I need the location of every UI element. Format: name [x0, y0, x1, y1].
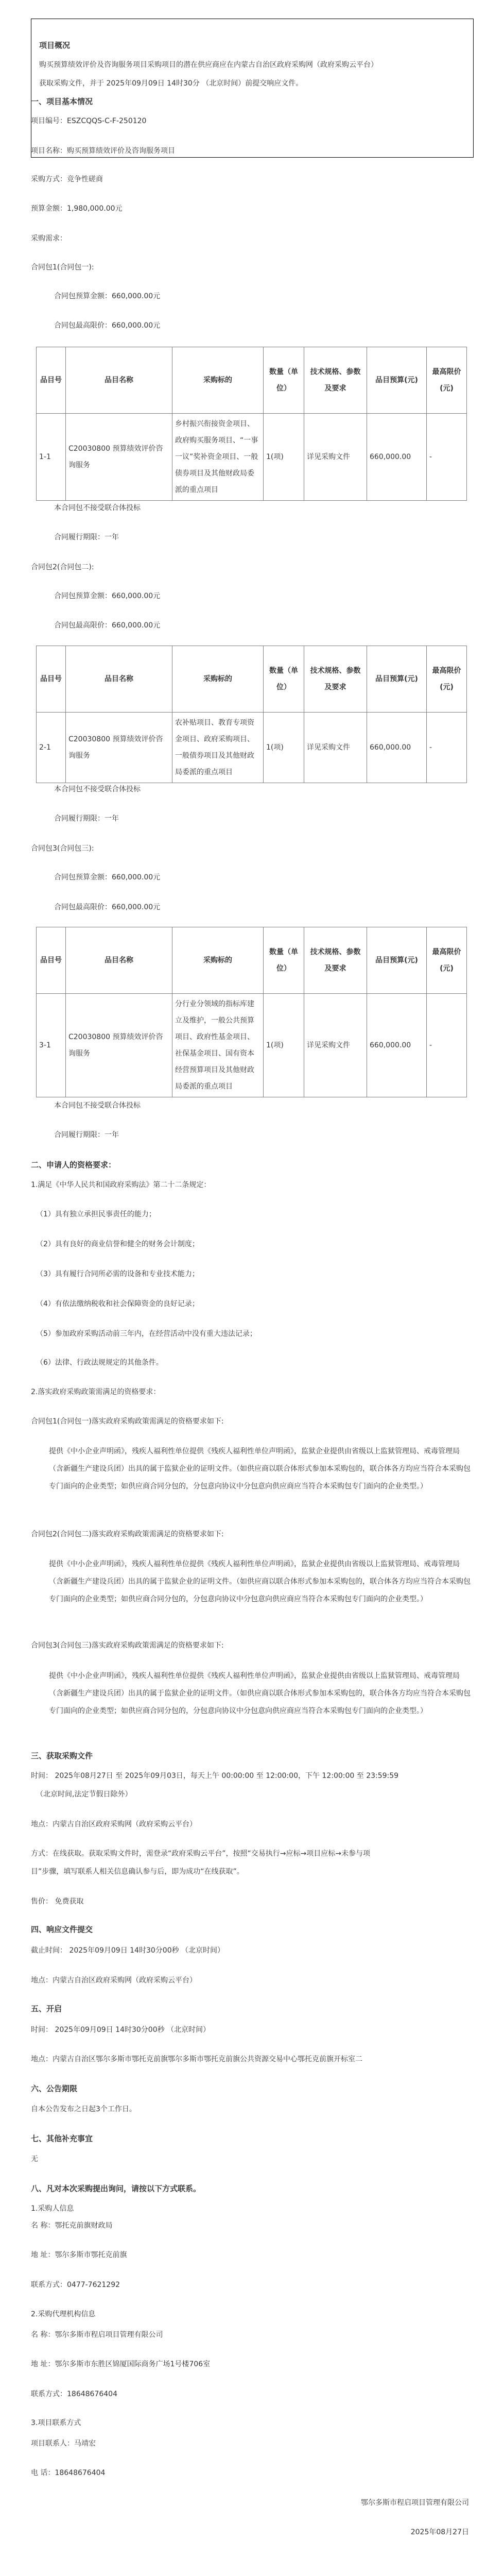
package-2-items-table	[36, 646, 467, 783]
purchaser-contact: 联系方式：0477-7621292	[31, 2281, 120, 2289]
submission-deadline: 截止时间： 2025年09月09日 14时30分00秒 （北京时间）	[31, 1946, 225, 1955]
package-1-title: 合同包1(合同包一):	[31, 263, 94, 272]
package-1-max-price: 合同包最高限价：660,000.00元	[54, 321, 161, 330]
package-2-consortium: 本合同包不接受联合体投标	[54, 785, 141, 793]
header-item-no: 品目号	[37, 646, 66, 713]
header-subject: 采购标的	[172, 927, 264, 994]
package-3-period: 合同履行期限：一年	[54, 1131, 119, 1139]
cell-subject: 乡村振兴衔接资金项目、政府购买服务项目、“一事一议”奖补资金项目、一般债券项目及其他财政局委派的重点项目	[172, 414, 264, 501]
section-3-heading: 三、获取采购文件	[31, 1751, 93, 1760]
package-2-max-price: 合同包最高限价：660,000.00元	[54, 621, 161, 630]
cell-item-name: C20030800 预算绩效评价咨询服务	[66, 994, 172, 1097]
table-header-row	[37, 927, 467, 994]
cell-max-price: -	[427, 414, 467, 501]
cell-spec: 详见采购文件	[304, 994, 367, 1097]
header-max-price: 最高限价(元)	[427, 646, 467, 713]
project-overview-box	[31, 19, 474, 158]
condition-2: （2）具有良好的商业信誉和健全的财务会计制度；	[36, 1240, 199, 1248]
cell-subject: 分行业分领域的指标库建立及维护，一般公共预算项目、政府性基金项目、社保基金项目、国有资本经营预算项目及其他财政局委派的重点项目	[172, 994, 264, 1097]
table-row	[37, 713, 467, 783]
signing-date: 2025年08月27日	[410, 2528, 469, 2536]
package-3-consortium: 本合同包不接受联合体投标	[54, 1101, 141, 1110]
section-6-heading: 六、公告期限	[31, 2084, 78, 2093]
project-name: 项目名称：购买预算绩效评价及咨询服务项目	[31, 147, 175, 155]
package-3-items-table	[36, 927, 467, 1097]
overview-title: 项目概况	[39, 41, 71, 50]
procurement-demand-label: 采购需求：	[31, 234, 67, 243]
cell-item-no: 3-1	[37, 994, 66, 1097]
cell-spec: 详见采购文件	[304, 713, 367, 783]
signing-organization: 鄂尔多斯市程启项目管理有限公司	[361, 2499, 469, 2507]
acquire-method-line-1: 方式：在线获取。获取采购文件时，需登录“政府采购云平台”，按照“交易执行→应标→项目应标→未参与项	[31, 1850, 370, 1858]
other-matters: 无	[31, 2155, 38, 2163]
header-subject: 采购标的	[172, 646, 264, 713]
header-item-budget: 品目预算(元)	[367, 927, 427, 994]
package-1-budget: 合同包预算金额：660,000.00元	[54, 292, 161, 300]
policy-1-title: 合同包1(合同包一)落实政府采购政策需满足的资格要求如下:	[31, 1417, 224, 1426]
header-spec: 技术规格、参数及要求	[304, 927, 367, 994]
agency-name: 名 称：鄂尔多斯市程启项目管理有限公司	[31, 2331, 163, 2339]
acquire-place: 地点：内蒙古自治区政府采购网（政府采购云平台）	[31, 1820, 197, 1828]
policy-3-title: 合同包3(合同包三)落实政府采购政策需满足的资格要求如下:	[31, 1641, 224, 1650]
table-header-row	[37, 646, 467, 713]
project-contact-phone: 电 话：18648676404	[31, 2469, 106, 2477]
agency-address: 地 址：鄂尔多斯市东胜区锦厦国际商务广场1号楼706室	[31, 2360, 211, 2368]
qualification-item-2: 2.落实政府采购政策需满足的资格要求：	[31, 1388, 161, 1396]
header-max-price: 最高限价(元)	[427, 347, 467, 414]
project-contact-title: 3.项目联系方式	[31, 2419, 81, 2427]
condition-4: （4）有依法缴纳税收和社会保障资金的良好记录；	[36, 1300, 199, 1308]
header-item-no: 品目号	[37, 927, 66, 994]
condition-6: （6）法律、行政法规规定的其他条件。	[36, 1359, 163, 1367]
overview-line-1: 购买预算绩效评价及咨询服务项目采购项目的潜在供应商应在内蒙古自治区政府采购网（政府采购云平台）	[39, 61, 378, 69]
header-max-price: 最高限价(元)	[427, 927, 467, 994]
cell-spec: 详见采购文件	[304, 414, 367, 501]
project-number: 项目编号：ESZCQQS-C-F-250120	[31, 117, 147, 125]
agency-info-title: 2.采购代理机构信息	[31, 2310, 96, 2318]
package-3-max-price: 合同包最高限价：660,000.00元	[54, 903, 161, 911]
cell-subject: 农补贴项目、教育专项资金项目、政府采购项目、一般债券项目及其他财政局委派的重点项目	[172, 713, 264, 783]
package-3-title: 合同包3(合同包三):	[31, 844, 94, 853]
table-header-row	[37, 347, 467, 414]
budget-amount: 预算金额：1,980,000.00元	[31, 205, 123, 213]
cell-quantity: 1(项)	[264, 414, 304, 501]
cell-quantity: 1(项)	[264, 994, 304, 1097]
cell-max-price: -	[427, 994, 467, 1097]
table-row	[37, 414, 467, 501]
section-2-heading: 二、申请人的资格要求：	[31, 1160, 116, 1170]
acquire-price: 售价： 免费获取	[31, 1897, 84, 1906]
condition-1: （1）具有独立承担民事责任的能力；	[36, 1210, 156, 1218]
purchaser-address: 地 址：鄂尔多斯市鄂托克前旗	[31, 2251, 127, 2259]
qualification-item-1: 1.满足《中华人民共和国政府采购法》第二十二条规定：	[31, 1181, 211, 1189]
section-4-heading: 四、响应文件提交	[31, 1925, 93, 1934]
header-spec: 技术规格、参数及要求	[304, 347, 367, 414]
package-2-title: 合同包2(合同包二):	[31, 563, 94, 571]
agency-contact: 联系方式：18648676404	[31, 2390, 117, 2398]
condition-5: （5）参加政府采购活动前三年内，在经营活动中没有重大违法记录；	[36, 1330, 257, 1338]
acquire-time-line-1: 时间： 2025年08月27日 至 2025年09月03日，每天上午 00:00:00 至 12:00:00，下午 12:00:00 至 23:59:59	[31, 1772, 399, 1780]
policy-1-text: 提供《中小企业声明函》，残疾人福利性单位提供《残疾人福利性单位声明函》，监狱企业提供由省级以上监狱管理局、戒毒管理局（含新疆生产建设兵团）出具的属于监狱企业的证明文件。（如供应商以联合体形式参加本采购包的，联合体各方均应当符合本采购包专门面向的企业类型；如供应商合同分包的，分包意向协议中分包意向供应商应当符合本采购包专门面向的企业类型。）	[49, 1447, 471, 1490]
opening-time: 时间： 2025年09月09日 14时30分00秒 （北京时间）	[31, 2026, 211, 2034]
cell-item-no: 2-1	[37, 713, 66, 783]
package-1-period: 合同履行期限：一年	[54, 533, 119, 541]
header-item-name: 品目名称	[66, 347, 172, 414]
package-2-period: 合同履行期限：一年	[54, 815, 119, 823]
package-2-budget: 合同包预算金额：660,000.00元	[54, 592, 161, 600]
header-item-name: 品目名称	[66, 927, 172, 994]
header-item-budget: 品目预算(元)	[367, 646, 427, 713]
header-quantity: 数量（单位）	[264, 347, 304, 414]
overview-line-2: 获取采购文件，并于 2025年09月09日 14时30分 （北京时间）前提交响应文件。	[39, 79, 303, 88]
cell-item-budget: 660,000.00	[367, 994, 427, 1097]
policy-3-text: 提供《中小企业声明函》，残疾人福利性单位提供《残疾人福利性单位声明函》，监狱企业提供由省级以上监狱管理局、戒毒管理局（含新疆生产建设兵团）出具的属于监狱企业的证明文件。（如供应商以联合体形式参加本采购包的，联合体各方均应当符合本采购包专门面向的企业类型；如供应商合同分包的，分包意向协议中分包意向供应商应当符合本采购包专门面向的企业类型。）	[49, 1672, 471, 1715]
header-item-budget: 品目预算(元)	[367, 347, 427, 414]
cell-max-price: -	[427, 713, 467, 783]
cell-item-no: 1-1	[37, 414, 66, 501]
header-item-no: 品目号	[37, 347, 66, 414]
opening-place: 地点：内蒙古自治区鄂尔多斯市鄂托克前旗鄂尔多斯市鄂托克前旗公共资源交易中心鄂托克前旗开标室二	[31, 2055, 362, 2063]
section-1-heading: 一、项目基本情况	[31, 97, 93, 106]
policy-2-title: 合同包2(合同包二)落实政府采购政策需满足的资格要求如下:	[31, 1530, 224, 1538]
header-quantity: 数量（单位）	[264, 927, 304, 994]
condition-3: （3）具有履行合同所必需的设备和专业技术能力；	[36, 1270, 199, 1278]
header-spec: 技术规格、参数及要求	[304, 646, 367, 713]
purchaser-info-title: 1.采购人信息	[31, 2205, 74, 2213]
section-7-heading: 七、其他补充事宜	[31, 2134, 93, 2143]
acquire-time-line-2: （北京时间,法定节假日除外）	[36, 1790, 132, 1799]
package-1-consortium: 本合同包不接受联合体投标	[54, 504, 141, 512]
header-quantity: 数量（单位）	[264, 646, 304, 713]
header-subject: 采购标的	[172, 347, 264, 414]
submission-place: 地点：内蒙古自治区政府采购网（政府采购云平台）	[31, 1976, 197, 1985]
policy-2-text: 提供《中小企业声明函》，残疾人福利性单位提供《残疾人福利性单位声明函》，监狱企业提供由省级以上监狱管理局、戒毒管理局（含新疆生产建设兵团）出具的属于监狱企业的证明文件。（如供应商以联合体形式参加本采购包的，联合体各方均应当符合本采购包专门面向的企业类型；如供应商合同分包的，分包意向协议中分包意向供应商应当符合本采购包专门面向的企业类型。）	[49, 1560, 471, 1603]
acquire-method-line-2: 目”步骤，填写联系人相关信息确认参与后，即为成功“在线获取”。	[31, 1868, 244, 1876]
cell-quantity: 1(项)	[264, 713, 304, 783]
section-5-heading: 五、开启	[31, 2004, 62, 2013]
project-contact-person: 项目联系人：马靖宏	[31, 2439, 96, 2448]
package-3-budget: 合同包预算金额：660,000.00元	[54, 873, 161, 882]
announcement-period: 自本公告发布之日起3个工作日。	[31, 2105, 136, 2113]
cell-item-budget: 660,000.00	[367, 414, 427, 501]
cell-item-budget: 660,000.00	[367, 713, 427, 783]
procurement-method: 采购方式：竞争性磋商	[31, 175, 103, 183]
section-8-heading: 八、凡对本次采购提出询问，请按以下方式联系。	[31, 2184, 201, 2193]
header-item-name: 品目名称	[66, 646, 172, 713]
cell-item-name: C20030800 预算绩效评价咨询服务	[66, 713, 172, 783]
table-row	[37, 994, 467, 1097]
cell-item-name: C20030800 预算绩效评价咨询服务	[66, 414, 172, 501]
package-1-items-table	[36, 347, 467, 501]
purchaser-name: 名 称：鄂托克前旗财政局	[31, 2222, 113, 2230]
